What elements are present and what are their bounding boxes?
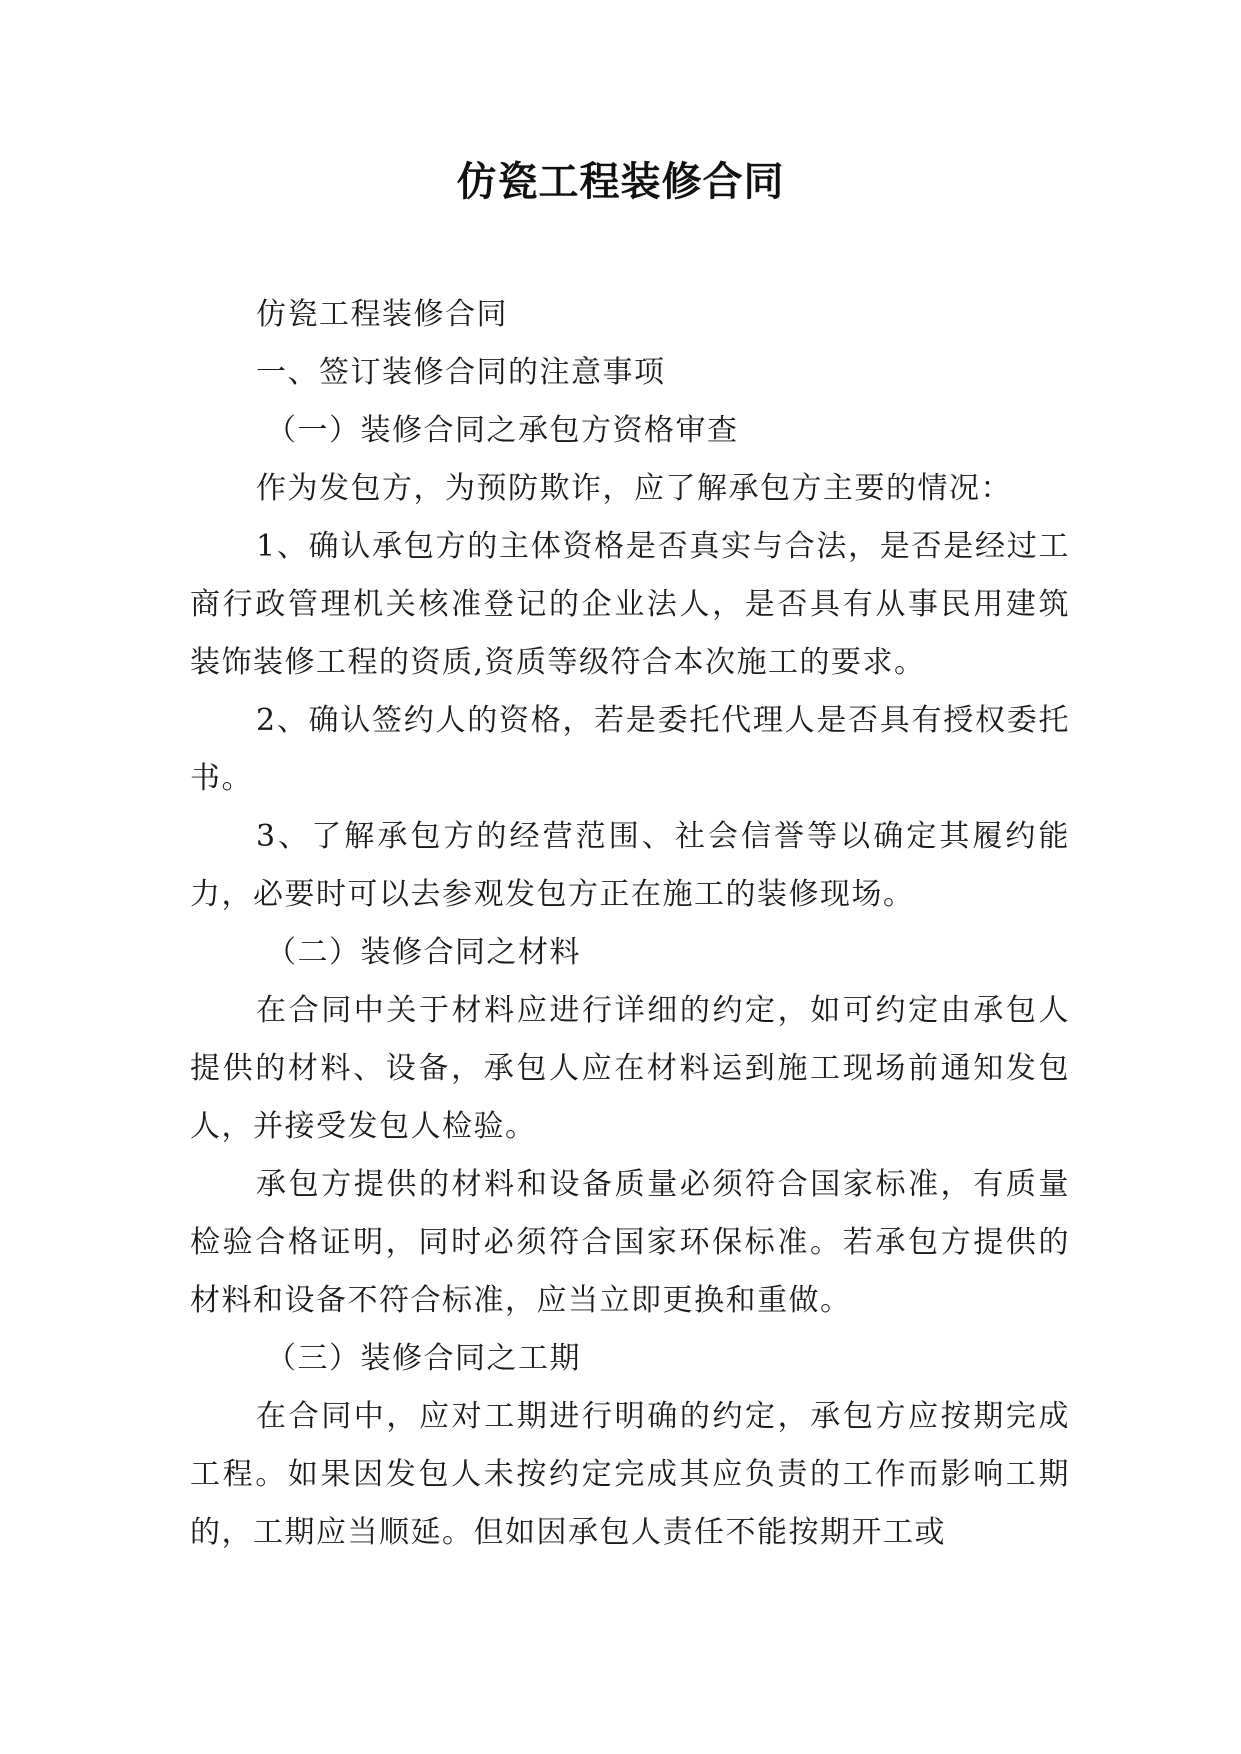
paragraph-schedule-1: 在合同中，应对工期进行明确的约定，承包方应按期完成工程。如果因发包人未按约定完成其应负责的工作而影响工期的，工期应当顺延。但如因承包人责任不能按期开工或 (190, 1399, 1070, 1550)
document-title: 仿瓷工程装修合同 (456, 158, 785, 205)
section-heading-1: 一、签订装修合同的注意事项 (256, 355, 666, 390)
subsection-heading-materials: （二）装修合同之材料 (266, 935, 581, 970)
paragraph-intro: 作为发包方，为预防欺诈，应了解承包方主要的情况： (256, 471, 1012, 506)
subsection-heading-schedule: （三）装修合同之工期 (266, 1341, 581, 1376)
paragraph-subtitle: 仿瓷工程装修合同 (256, 297, 508, 332)
paragraph-materials-2: 承包方提供的材料和设备质量必须符合国家标准，有质量检验合格证明，同时必须符合国家环保标准。若承包方提供的材料和设备不符合标准，应当立即更换和重做。 (190, 1167, 1070, 1318)
paragraph-item-2: 2、确认签约人的资格，若是委托代理人是否具有授权委托书。 (190, 703, 1070, 796)
document-body (190, 286, 1070, 1562)
paragraph-materials-1: 在合同中关于材料应进行详细的约定，如可约定由承包人提供的材料、设备，承包人应在材料运到施工现场前通知发包人，并接受发包人检验。 (190, 993, 1070, 1144)
paragraph-item-1: 1、确认承包方的主体资格是否真实与合法，是否是经过工商行政管理机关核准登记的企业法人，是否具有从事民用建筑装饰装修工程的资质,资质等级符合本次施工的要求。 (190, 529, 1070, 680)
subsection-heading-qualification: （一）装修合同之承包方资格审查 (266, 413, 739, 448)
paragraph-item-3: 3、了解承包方的经营范围、社会信誉等以确定其履约能力，必要时可以去参观发包方正在施工的装修现场。 (190, 819, 1070, 912)
